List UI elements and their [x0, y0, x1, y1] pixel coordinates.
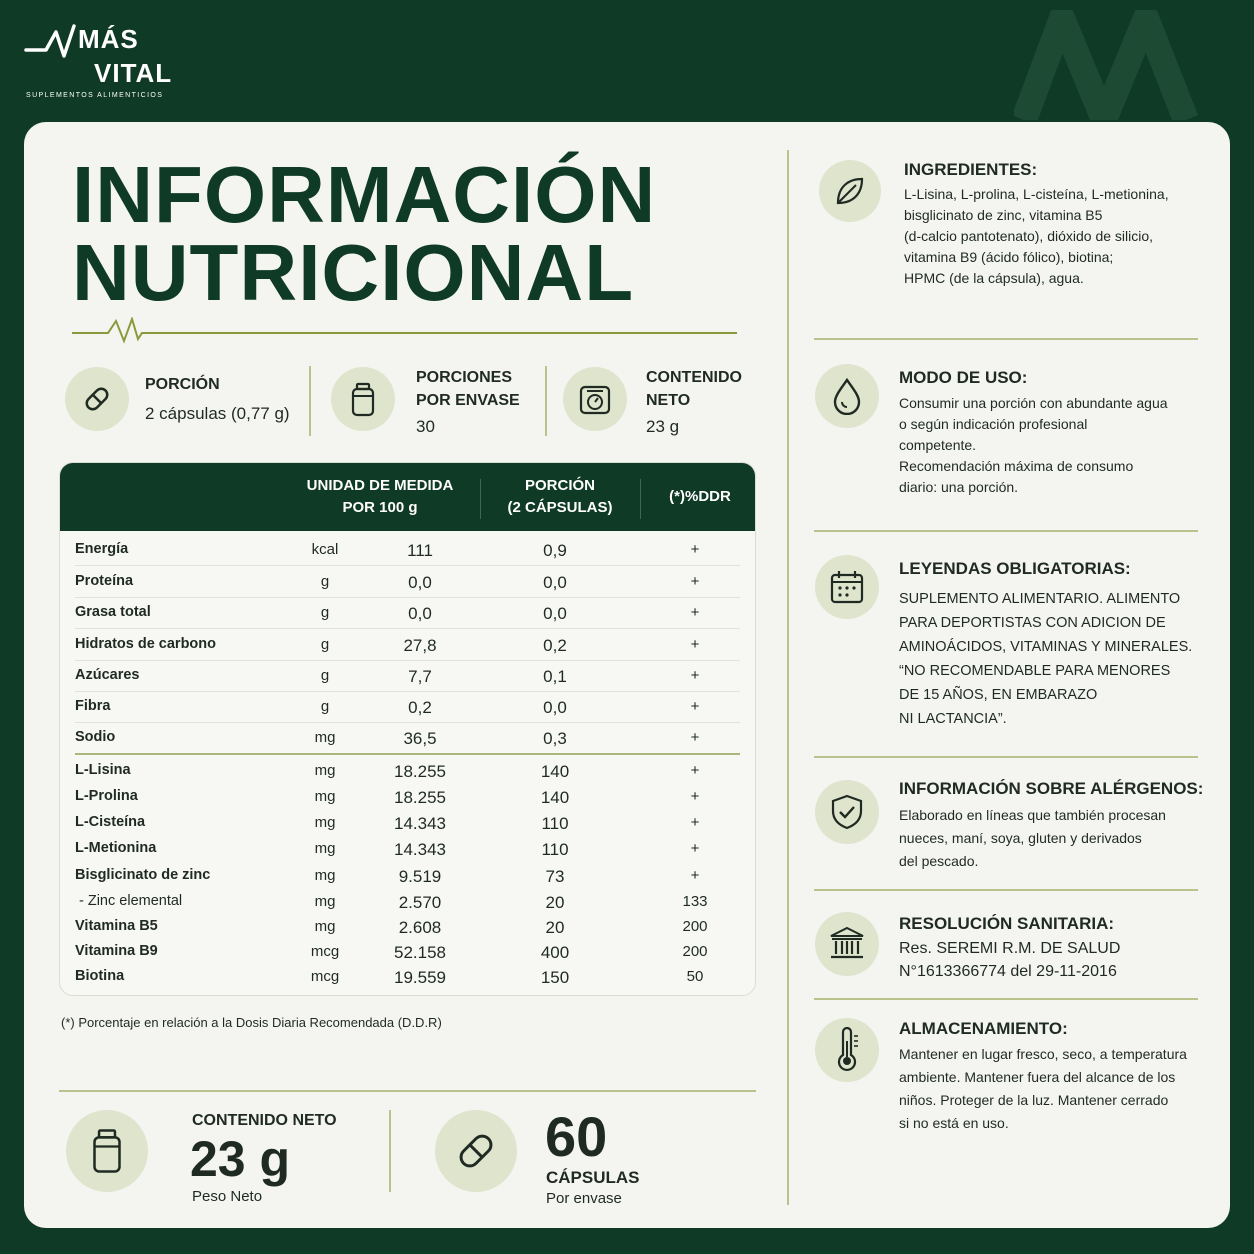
text-line: AMINOÁCIDOS, VITAMINAS Y MINERALES.: [899, 639, 1193, 655]
text-line: L-Lisina, L-prolina, L-cisteína, L-metionina,: [904, 186, 1169, 202]
bottom-separator: [389, 1110, 391, 1192]
bottle-icon: [66, 1110, 148, 1192]
text-line: DE 15 AÑOS, EN EMBARAZO: [899, 687, 1098, 703]
allergens-text: [899, 804, 1166, 873]
portion-value: 2 cápsulas (0,77 g): [145, 404, 290, 423]
column-divider: [787, 150, 789, 1205]
ddr-cell: +: [690, 814, 700, 831]
summary-divider: [309, 366, 311, 436]
nutrient-name: - Zinc elemental: [79, 893, 183, 909]
portion-cell: 20: [545, 893, 565, 912]
per100-cell: 36,5: [403, 729, 437, 748]
ddr-cell: +: [690, 604, 700, 621]
portion-cell: 150: [540, 968, 570, 987]
text-line: SUPLEMENTO ALIMENTARIO. ALIMENTO: [899, 591, 1181, 607]
ingredients-text: [904, 184, 1169, 289]
row-divider: [75, 565, 740, 566]
net-label-2: NETO: [646, 392, 691, 409]
bottom-net-caption: Peso Neto: [192, 1188, 263, 1205]
text-line: si no está en uso.: [899, 1115, 1009, 1131]
unit-cell: g: [320, 698, 330, 715]
ddr-cell: +: [690, 573, 700, 590]
per100-cell: 27,8: [403, 636, 437, 655]
per100-cell: 0,2: [408, 698, 432, 717]
government-building-icon: [815, 912, 879, 976]
section-divider: [814, 530, 1198, 532]
title-line1: INFORMACIÓN: [72, 150, 657, 239]
per100-cell: 19.559: [394, 968, 446, 987]
unit-cell: g: [320, 667, 330, 684]
ddr-cell: 200: [682, 943, 708, 960]
servings-value: 30: [416, 417, 435, 436]
shield-check-icon: [815, 780, 879, 844]
unit-cell: kcal: [311, 541, 339, 558]
unit-cell: g: [320, 636, 330, 653]
section-divider: [814, 756, 1198, 758]
per100-cell: 0,0: [408, 573, 432, 592]
bottle-icon: [331, 367, 395, 431]
summary-divider: [545, 366, 547, 436]
legends-heading: LEYENDAS OBLIGATORIAS:: [899, 559, 1131, 578]
header-ddr: (*)%DDR: [669, 488, 731, 505]
portion-label: PORCIÓN: [145, 376, 220, 393]
row-divider: [75, 660, 740, 661]
ddr-cell: 50: [686, 968, 704, 985]
portion-cell: 0,3: [543, 729, 567, 748]
text-line: diario: una porción.: [899, 479, 1019, 495]
text-line: competente.: [899, 437, 977, 453]
per100-cell: 111: [407, 541, 433, 560]
text-line: N°1613366774 del 29-11-2016: [899, 963, 1117, 980]
ddr-cell: 200: [682, 918, 708, 935]
portion-cell: 0,2: [543, 636, 567, 655]
text-line: nueces, maní, soya, gluten y derivados: [899, 830, 1142, 846]
portion-cell: 110: [541, 840, 569, 859]
portion-cell: 0,9: [543, 541, 567, 560]
storage-text: [899, 1043, 1187, 1135]
text-line: (d-calcio pantotenato), dióxido de silicio,: [904, 228, 1154, 244]
background-watermark-icon: [1014, 10, 1214, 120]
text-line: PARA DEPORTISTAS CON ADICION DE: [899, 615, 1166, 631]
ddr-cell: +: [690, 729, 700, 746]
brand-tagline: SUPLEMENTOS ALIMENTICIOS: [26, 92, 164, 99]
legends-text: [899, 587, 1192, 731]
text-line: Res. SEREMI R.M. DE SALUD: [899, 940, 1121, 957]
servings-label-2: POR ENVASE: [416, 392, 520, 409]
row-divider: [75, 753, 740, 755]
header-divider: [480, 479, 481, 519]
nutrient-name: L-Metionina: [75, 840, 157, 856]
pulse-divider-icon: [72, 317, 737, 347]
row-divider: [75, 597, 740, 598]
row-divider: [75, 691, 740, 692]
section-divider: [814, 998, 1198, 1000]
unit-cell: mg: [314, 762, 336, 779]
text-line: “NO RECOMENDABLE PARA MENORES: [899, 663, 1171, 679]
text-line: HPMC (de la cápsula), agua.: [904, 270, 1084, 286]
ddr-cell: +: [690, 788, 700, 805]
resolution-heading: RESOLUCIÓN SANITARIA:: [899, 914, 1115, 933]
ddr-cell: +: [690, 840, 700, 857]
unit-cell: g: [320, 604, 330, 621]
nutrient-name: Energía: [75, 541, 129, 557]
portion-cell: 0,0: [543, 573, 567, 592]
unit-cell: mg: [314, 918, 336, 935]
per100-cell: 18.255: [394, 788, 446, 807]
per100-cell: 14.343: [394, 814, 446, 833]
thermometer-icon: [815, 1018, 879, 1082]
section-divider: [814, 338, 1198, 340]
resolution-text: [899, 937, 1120, 983]
per100-cell: 9.519: [398, 867, 442, 886]
per100-cell: 7,7: [408, 667, 432, 686]
portion-cell: 73: [545, 867, 565, 886]
text-line: ambiente. Mantener fuera del alcance de los: [899, 1069, 1176, 1085]
calendar-icon: [815, 555, 879, 619]
ddr-cell: +: [690, 762, 700, 779]
header-divider: [640, 479, 641, 519]
storage-heading: ALMACENAMIENTO:: [899, 1019, 1068, 1038]
info-card: [24, 122, 1230, 1228]
nutrient-name: Proteína: [75, 573, 134, 589]
capsule-caption: Por envase: [546, 1190, 622, 1207]
text-line: Elaborado en líneas que también procesan: [899, 807, 1166, 823]
text-line: niños. Proteger de la luz. Mantener cerrado: [899, 1092, 1169, 1108]
text-line: del pescado.: [899, 853, 979, 869]
unit-cell: mg: [314, 814, 336, 831]
nutrient-name: L-Cisteína: [75, 814, 146, 830]
portion-cell: 0,1: [543, 667, 567, 686]
ddr-cell: +: [690, 867, 700, 884]
title-line2: NUTRICIONAL: [72, 228, 635, 317]
unit-cell: mg: [314, 729, 336, 746]
brand-logo: [24, 22, 184, 104]
nutrient-name: Hidratos de carbono: [75, 636, 216, 652]
portion-cell: 0,0: [543, 604, 567, 623]
ddr-cell: 133: [682, 893, 708, 910]
nutrition-table: [59, 462, 756, 996]
per100-cell: 52.158: [394, 943, 446, 962]
capsule-count: 60: [545, 1105, 608, 1168]
per100-cell: 18.255: [394, 762, 446, 781]
nutrient-name: Azúcares: [75, 667, 140, 683]
row-divider: [75, 628, 740, 629]
nutrient-name: Biotina: [75, 968, 125, 984]
text-line: Mantener en lugar fresco, seco, a temperatura: [899, 1046, 1187, 1062]
text-line: NI LACTANCIA”.: [899, 711, 1007, 727]
brand-name-line2: VITAL: [94, 58, 173, 88]
unit-cell: mcg: [310, 943, 340, 960]
scale-icon: [563, 367, 627, 431]
capsule-icon: [435, 1110, 517, 1192]
text-line: bisglicinato de zinc, vitamina B5: [904, 207, 1103, 223]
portion-cell: 20: [545, 918, 565, 937]
unit-cell: mg: [314, 867, 336, 884]
nutrient-name: Bisglicinato de zinc: [75, 867, 211, 883]
per100-cell: 2.570: [398, 893, 442, 912]
text-line: vitamina B9 (ácido fólico), biotina;: [904, 249, 1114, 265]
net-value: 23 g: [646, 417, 680, 436]
bottom-net-label: CONTENIDO NETO: [192, 1112, 337, 1129]
ddr-cell: +: [690, 541, 700, 558]
nutrient-name: L-Prolina: [75, 788, 138, 804]
nutrient-name: Vitamina B5: [75, 918, 158, 934]
leaf-icon: [819, 160, 881, 222]
nutrient-name: Grasa total: [75, 604, 151, 620]
ingredients-heading: INGREDIENTES:: [904, 160, 1038, 179]
nutrient-name: Vitamina B9: [75, 943, 158, 959]
ddr-cell: +: [690, 698, 700, 715]
row-divider: [75, 722, 740, 723]
page-title: [72, 150, 657, 317]
per100-cell: 2.608: [398, 918, 442, 937]
nutrient-name: L-Lisina: [75, 762, 131, 778]
per100-cell: 0,0: [408, 604, 432, 623]
net-label-1: CONTENIDO: [646, 369, 742, 386]
portion-cell: 110: [541, 814, 569, 833]
bottom-divider: [59, 1090, 756, 1092]
nutrient-name: Sodio: [75, 729, 116, 745]
table-footnote: (*) Porcentaje en relación a la Dosis Diaria Recomendada (D.D.R): [61, 1015, 442, 1030]
capsule-icon: [65, 367, 129, 431]
usage-heading: MODO DE USO:: [899, 368, 1028, 387]
unit-cell: mg: [314, 893, 336, 910]
table-header: [60, 463, 755, 531]
portion-cell: 0,0: [543, 698, 567, 717]
header-unit: UNIDAD DE MEDIDA POR 100 g: [306, 477, 454, 516]
nutrient-name: Fibra: [75, 698, 111, 714]
ddr-cell: +: [690, 636, 700, 653]
text-line: o según indicación profesional: [899, 416, 1088, 432]
portion-cell: 400: [540, 943, 570, 962]
ddr-cell: +: [690, 667, 700, 684]
usage-text: [899, 393, 1168, 498]
capsule-label: CÁPSULAS: [546, 1168, 640, 1187]
header-portion: PORCIÓN (2 CÁPSULAS): [507, 477, 613, 516]
brand-name-line1: MÁS: [78, 24, 139, 54]
allergens-heading: INFORMACIÓN SOBRE ALÉRGENOS:: [899, 779, 1204, 798]
per100-cell: 14.343: [394, 840, 446, 859]
portion-cell: 140: [540, 762, 570, 781]
section-divider: [814, 889, 1198, 891]
unit-cell: mg: [314, 788, 336, 805]
unit-cell: mg: [314, 840, 336, 857]
unit-cell: mcg: [310, 968, 340, 985]
water-drop-icon: [815, 364, 879, 428]
text-line: Recomendación máxima de consumo: [899, 458, 1134, 474]
unit-cell: g: [320, 573, 330, 590]
bottom-net-value: 23 g: [190, 1131, 291, 1187]
text-line: Consumir una porción con abundante agua: [899, 395, 1168, 411]
portion-cell: 140: [540, 788, 570, 807]
servings-label-1: PORCIONES: [416, 369, 513, 386]
